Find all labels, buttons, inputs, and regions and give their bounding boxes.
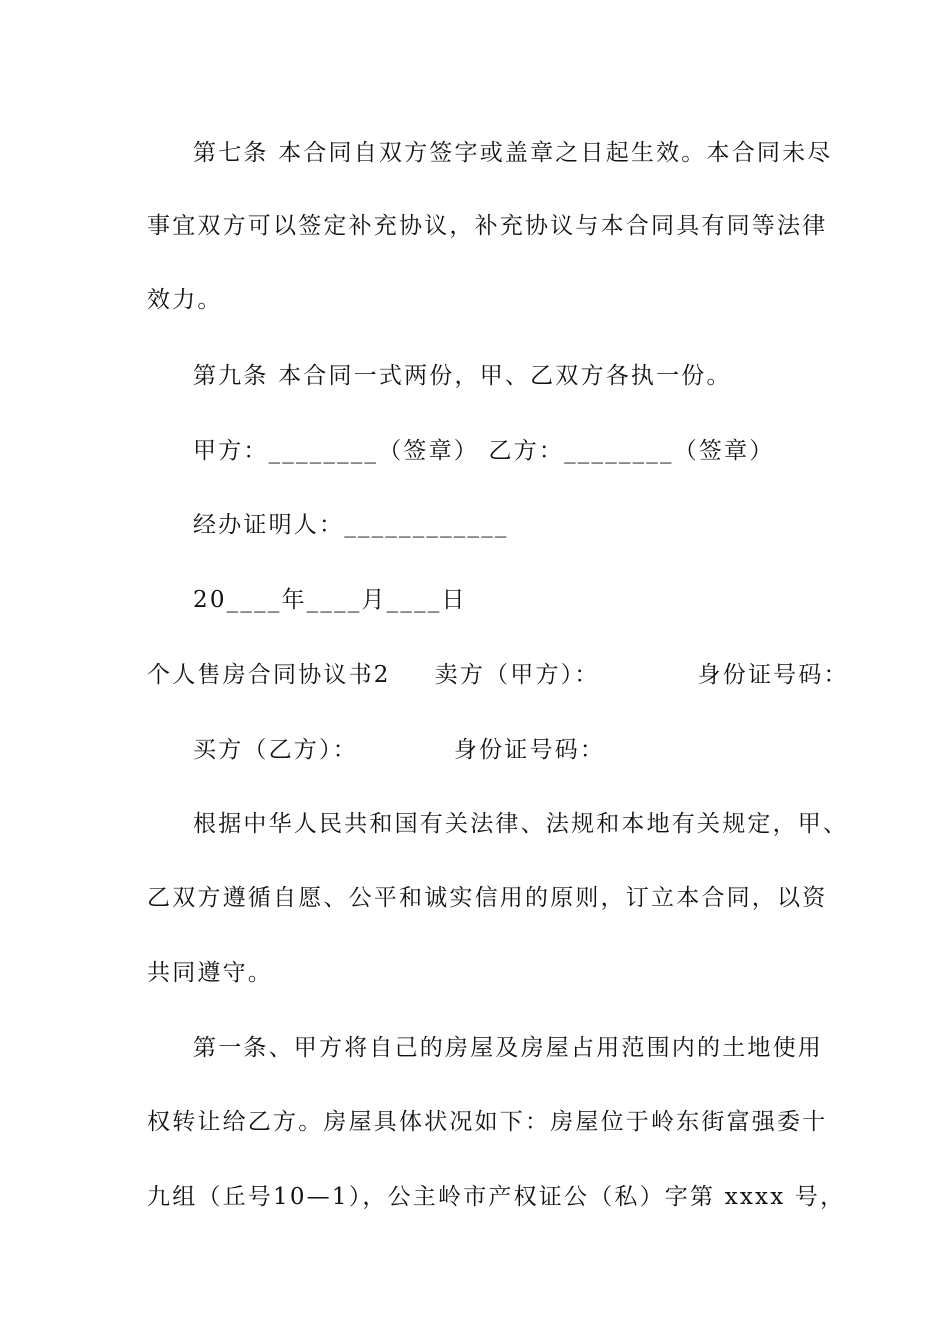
preamble-line-2: 乙双方遵循自愿、公平和诚实信用的原则，订立本合同，以资 bbox=[147, 885, 828, 911]
seller-label: 卖方（甲方）： bbox=[434, 662, 600, 688]
buyer-id-label: 身份证号码： bbox=[453, 737, 606, 763]
buyer-line bbox=[193, 735, 863, 765]
contract-2-header bbox=[147, 660, 849, 690]
date-line: 20____年____月____日 bbox=[193, 587, 467, 613]
preamble-line-3: 共同遵守。 bbox=[147, 960, 273, 986]
preamble-line-1: 根据中华人民共和国有关法律、法规和本地有关规定，甲、 bbox=[193, 811, 849, 837]
article-1-line-2: 权转让给乙方。房屋具体状况如下：房屋位于岭东街富强委十 bbox=[147, 1109, 828, 1135]
article-7-line-1: 第七条 本合同自双方签字或盖章之日起生效。本合同未尽 bbox=[193, 140, 833, 166]
seller-id-label: 身份证号码： bbox=[697, 662, 849, 688]
contract-2-title: 个人售房合同协议书2 bbox=[147, 662, 391, 688]
article-9: 第九条 本合同一式两份，甲、乙双方各执一份。 bbox=[193, 363, 732, 389]
article-7-line-2: 事宜双方可以签定补充协议，补充协议与本合同具有同等法律 bbox=[147, 213, 828, 239]
article-7-line-3: 效力。 bbox=[147, 287, 223, 313]
article-1-line-1: 第一条、甲方将自己的房屋及房屋占用范围内的土地使用 bbox=[193, 1035, 823, 1061]
witness-line: 经办证明人：____________ bbox=[193, 512, 509, 538]
signature-line: 甲方：________（签章） 乙方：________（签章） bbox=[193, 438, 775, 464]
buyer-label: 买方（乙方）： bbox=[193, 737, 358, 763]
article-1-line-3: 九组（丘号10—1），公主岭市产权证公（私）字第 xxxx 号， bbox=[147, 1184, 846, 1210]
